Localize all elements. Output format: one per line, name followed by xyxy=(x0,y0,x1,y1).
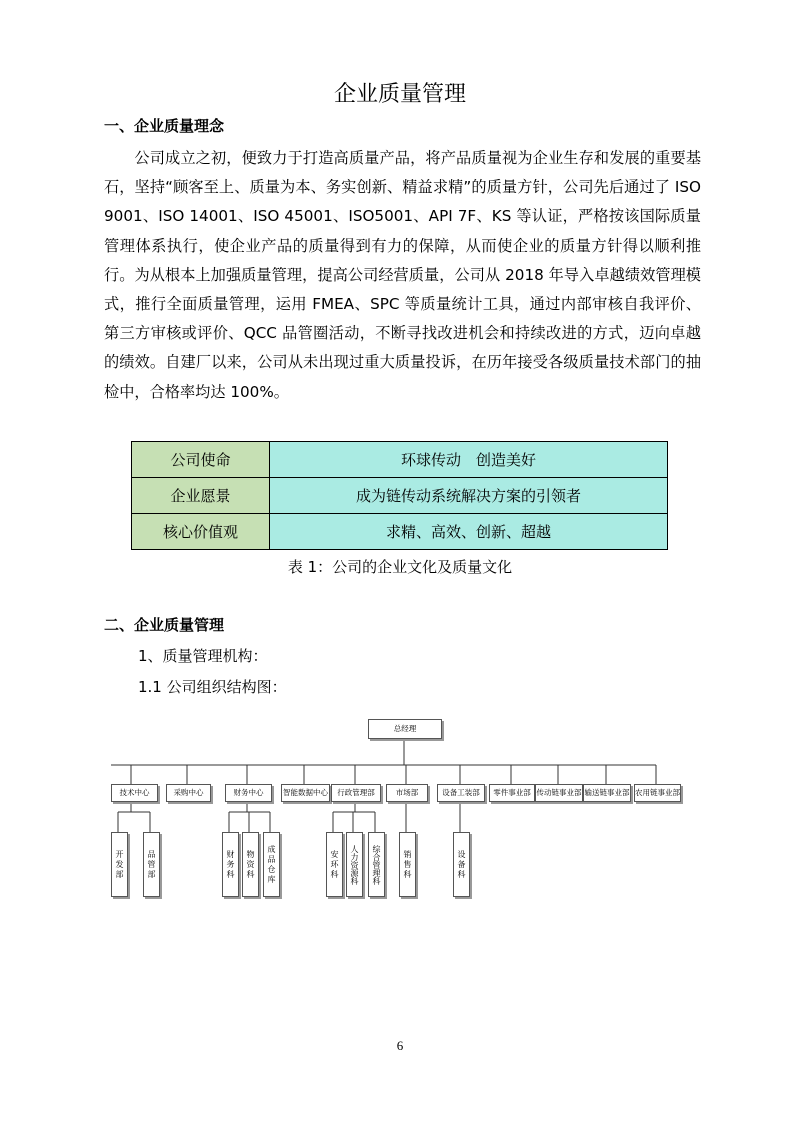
culture-value: 求精、高效、创新、超越 xyxy=(270,514,668,550)
org-dept-box: 智能数据中心 xyxy=(281,784,330,802)
subheading-quality-org: 1、质量管理机构： xyxy=(138,647,268,665)
org-unit-box: 财务科 xyxy=(222,832,239,897)
org-unit-box: 人力资源科 xyxy=(346,832,363,897)
org-unit-box: 开发部 xyxy=(111,832,128,897)
org-root-box: 总经理 xyxy=(368,719,442,739)
subheading-org-chart: 1.1 公司组织结构图： xyxy=(138,678,287,696)
culture-value: 成为链传动系统解决方案的引领者 xyxy=(270,478,668,514)
org-dept-box: 市场部 xyxy=(386,784,428,802)
org-unit-box: 设备科 xyxy=(453,832,470,897)
culture-key: 公司使命 xyxy=(132,442,270,478)
org-unit-box: 品管部 xyxy=(143,832,160,897)
culture-key: 企业愿景 xyxy=(132,478,270,514)
table-caption: 表 1：公司的企业文化及质量文化 xyxy=(287,558,513,576)
page-number: 6 xyxy=(396,1038,404,1053)
org-dept-box: 输送链事业部 xyxy=(583,784,631,802)
section-heading-quality-management: 二、企业质量管理 xyxy=(104,616,225,634)
culture-key: 核心价值观 xyxy=(132,514,270,550)
org-dept-box: 零件事业部 xyxy=(489,784,535,802)
org-dept-box: 技术中心 xyxy=(111,784,158,802)
section-heading-quality-philosophy: 一、企业质量理念 xyxy=(104,117,225,135)
org-unit-box: 成品仓库 xyxy=(263,832,280,897)
org-unit-box: 销售科 xyxy=(399,832,416,897)
quality-philosophy-paragraph: 公司成立之初，便致力于打造高质量产品，将产品质量视为企业生存和发展的重要基石，坚持“顾客至上、质量为本、务实创新、精益求精”的质量方针，公司先后通过了 ISO 9001、ISO 14001、ISO 45001、ISO5001、API 7F、KS 等认证，严格按该国际质量管理体系执行，使企业产品的质量得到有力的保障，从而使企业的质量方针得以顺利推行。为从根本上加强质量管理，提高公司经营质量，公司从 2018 年导入卓越绩效管理模式，推行全面质量管理，运用 FMEA、SPC 等质量统计工具，通过内部审核自我评价、第三方审核或评价、QCC 品管圈活动，不断寻找改进机会和持续改进的方式，迈向卓越的绩效。自建厂以来，公司从未出现过重大质量投诉，在历年接受各级质量技术部门的抽检中，合格率均达 100%。 xyxy=(104,149,701,401)
org-dept-box: 传动链事业部 xyxy=(535,784,583,802)
page-title: 企业质量管理 xyxy=(333,82,466,107)
org-dept-box: 行政管理部 xyxy=(331,784,381,802)
org-dept-box: 采购中心 xyxy=(166,784,211,802)
org-dept-box: 设备工装部 xyxy=(437,784,485,802)
org-dept-box: 财务中心 xyxy=(225,784,272,802)
org-dept-box: 农用链事业部 xyxy=(634,784,681,802)
org-unit-box: 综合管理科 xyxy=(368,832,385,897)
org-unit-box: 物资科 xyxy=(242,832,259,897)
org-unit-box: 安环科 xyxy=(326,832,343,897)
culture-value: 环球传动 创造美好 xyxy=(270,442,668,478)
